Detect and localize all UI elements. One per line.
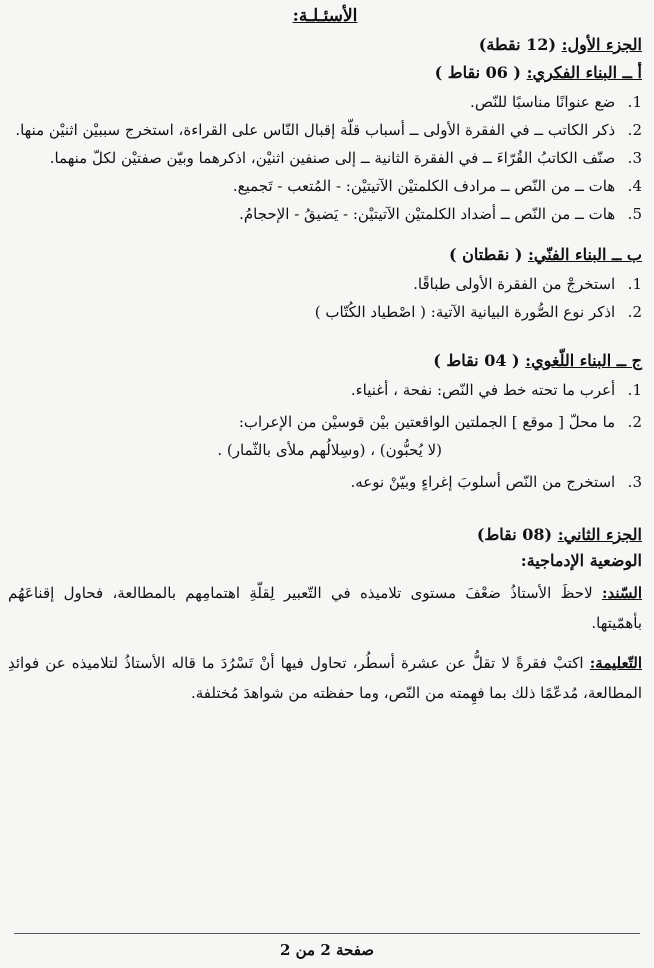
- question-number: 3.: [627, 473, 642, 491]
- question-a2: [8, 116, 642, 144]
- question-text: صنّف الكاتبُ القُرّاءَ ــ في الفقرة الثانية ــ إلى صنفين اثنيْن، اذكرهما وبيّن صفتيْن لكلّ منهما.: [49, 149, 616, 167]
- section-b-label: ب ــ البناء الفنّي:: [527, 245, 642, 264]
- question-a4: [8, 172, 642, 200]
- question-number: 2.: [627, 413, 642, 431]
- question-text: ذكر الكاتب ــ في الفقرة الأولى ــ أسباب قلّة إقبال النّاس على القراءة، استخرج سببيْن اثنيْن منها.: [15, 121, 616, 139]
- question-number: 2.: [627, 121, 642, 139]
- page-title: الأسئـلـة:: [292, 6, 358, 26]
- section-a-questions: [8, 88, 642, 228]
- talima-paragraph: [8, 648, 642, 708]
- question-c2-sub: (لا يُحبُّون) ، (وسِلالُهم ملأى بالثّمار) .: [217, 441, 442, 459]
- part1-points: (12 نقطة): [478, 35, 557, 54]
- section-c-questions: [8, 376, 642, 496]
- talima-label: التّعليمة:: [589, 654, 642, 672]
- sanad-paragraph: [8, 578, 642, 638]
- page-footer: صفحة 2 من 2: [279, 941, 375, 959]
- sanad-text: لاحظَ الأستاذُ ضعْفَ مستوى تلاميذه في التّعبير لِقلّةِ اهتمامِهم بالمطالعة، فحاول إقناعَهُم بأهمّيتها.: [8, 584, 642, 632]
- sanad-label: السّند:: [601, 584, 642, 602]
- question-text: هات ــ من النّص ــ مرادف الكلمتيْن الآتيتيْن: - المُتعب - تَجميع.: [232, 177, 616, 195]
- section-c-label: ج ــ البناء اللّغوي:: [525, 351, 642, 370]
- question-text: استخرجْ من الفقرة الأولى طباقًا.: [413, 275, 616, 293]
- question-text: استخرج من النّص أسلوبَ إغراءٍ وبيّنْ نوعه.: [350, 473, 616, 491]
- part2-points: (08 نقاط): [476, 525, 553, 544]
- question-number: 4.: [627, 177, 642, 195]
- part2-subtitle: الوضعية الإدماجية:: [520, 551, 642, 570]
- part1-heading: [8, 32, 642, 58]
- question-number: 1.: [627, 275, 642, 293]
- question-text: اذكر نوع الصُّورة البيانية الآتية: ( اصْطياد الكُتّاب ): [314, 303, 616, 321]
- question-number: 1.: [627, 381, 642, 399]
- part1-label: الجزء الأول:: [561, 35, 642, 54]
- question-text: ضع عنوانًا مناسبًا للنّص.: [470, 93, 616, 111]
- question-c1: [8, 376, 642, 404]
- question-c3: [8, 468, 642, 496]
- question-text: ما محلّ [ موقع ] الجملتين الواقعتين بيْن قوسيْن من الإعراب:: [238, 413, 616, 431]
- question-number: 1.: [627, 93, 642, 111]
- question-number: 3.: [627, 149, 642, 167]
- footer-divider: [14, 933, 640, 934]
- question-number: 5.: [627, 205, 642, 223]
- question-c2: [8, 408, 642, 436]
- section-a-label: أ ــ البناء الفكري:: [526, 63, 642, 82]
- question-b1: [8, 270, 642, 298]
- section-a-points: ( 06 نقاط ): [434, 63, 521, 82]
- section-b-heading: [8, 242, 642, 268]
- question-b2: [8, 298, 642, 326]
- section-c-points: ( 04 نقاط ): [433, 351, 520, 370]
- part2-label: الجزء الثاني:: [557, 525, 642, 544]
- question-text: هات ــ من النّص ــ أضداد الكلمتيْن الآتيتيْن: - يَضيقُ - الإحجامُ.: [239, 205, 616, 223]
- section-b-points: ( نقطتان ): [449, 245, 523, 264]
- question-a1: [8, 88, 642, 116]
- section-a-heading: [8, 60, 642, 86]
- section-c-heading: [8, 348, 642, 374]
- section-b-questions: [8, 270, 642, 326]
- question-a3: [8, 144, 642, 172]
- talima-text: اكتبْ فقرةً لا تقلُّ عن عشرة أسطُر، تحاول فيها أنْ تَسْرُدَ ما قاله الأستاذُ لتلاميذه عن فوائدِ المطالعة، مُدعّمًا ذلك بما فهِمته من النّص، وما حفظته من شواهدَ مُختلفة.: [8, 654, 642, 702]
- part2-heading: [8, 522, 642, 548]
- question-a5: [8, 200, 642, 228]
- question-number: 2.: [627, 303, 642, 321]
- question-text: أعرب ما تحته خط في النّص: نفحة ، أغنياء.: [350, 381, 616, 399]
